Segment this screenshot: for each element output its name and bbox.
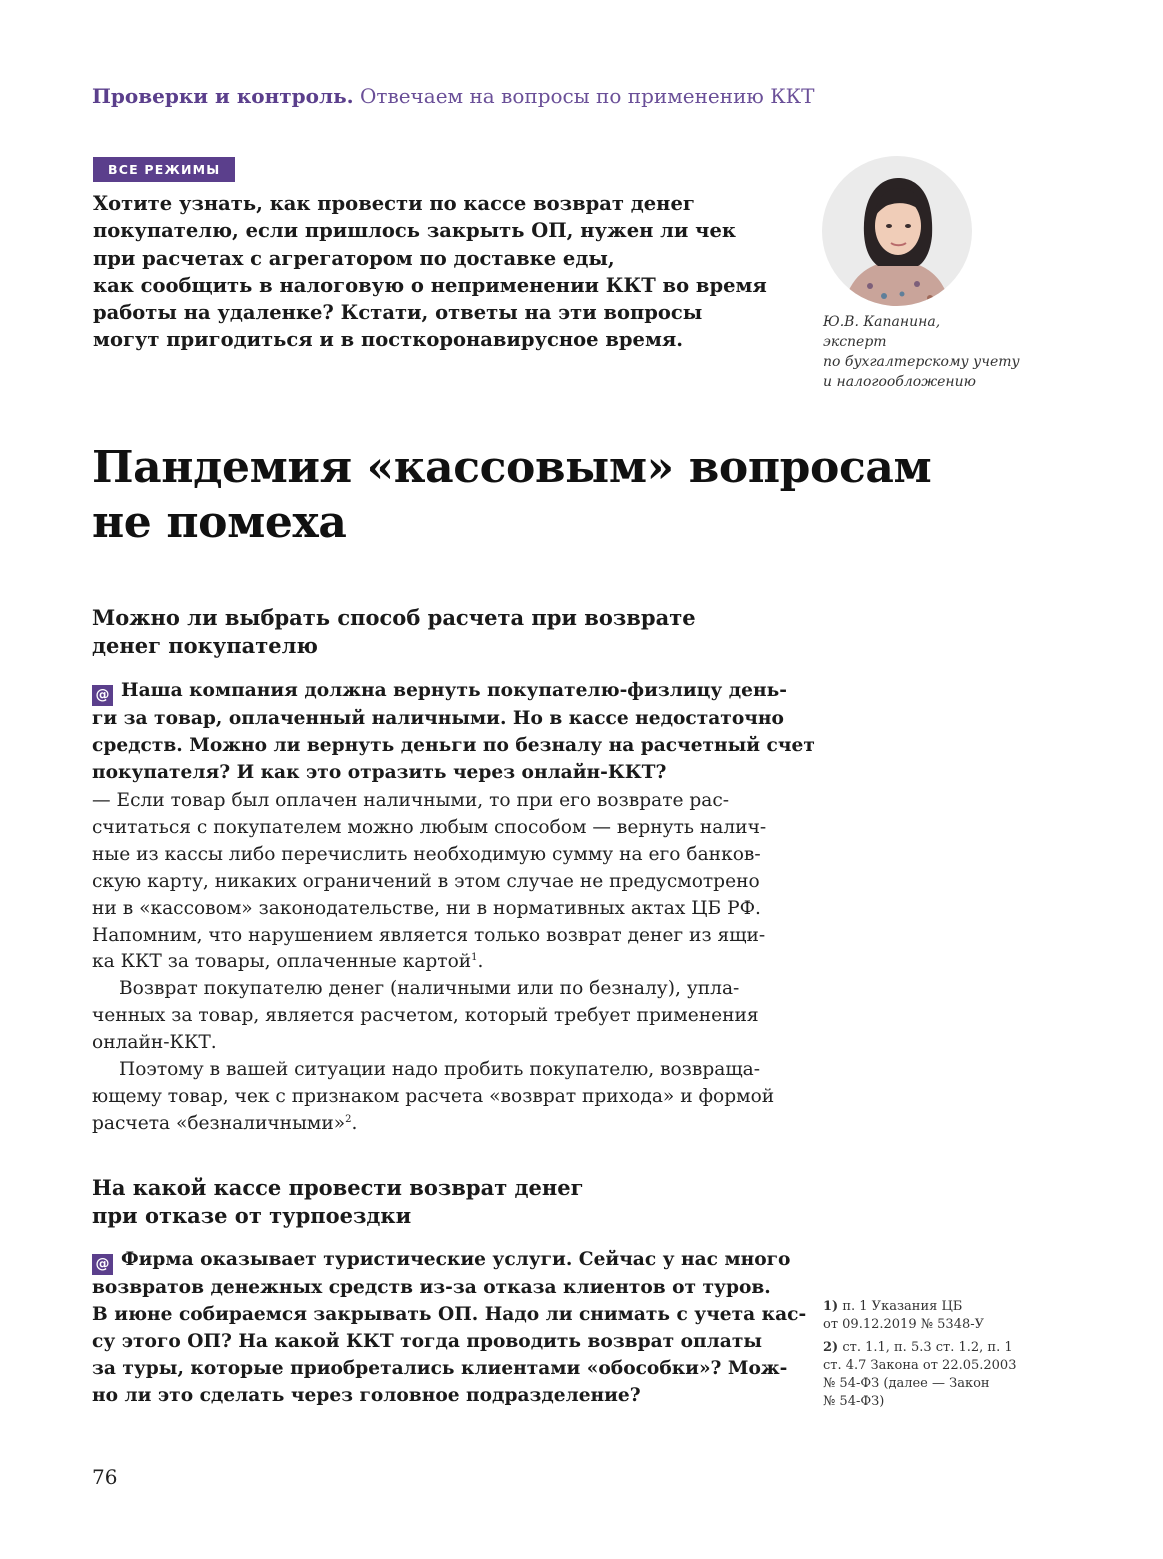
footnote-line: [823, 1298, 1083, 1316]
at-icon: @: [92, 1254, 113, 1275]
footnote-ref: 2: [345, 1113, 352, 1125]
footnote-line: от 09.12.2019 № 5348-У: [823, 1317, 985, 1332]
page-number: 76: [92, 1465, 118, 1489]
footnote-text: ст. 1.1, п. 5.3 ст. 1.2, п. 1: [842, 1340, 1013, 1355]
lead-line: как сообщить в налоговую о неприменении ККТ во время: [93, 273, 767, 297]
section-heading: [92, 604, 792, 659]
section-heading-line: Можно ли выбрать способ расчета при возврате: [92, 605, 696, 630]
footnote-line: [823, 1339, 1083, 1357]
question-line: за туры, которые приобретались клиентами «обособки»? Мож-: [92, 1357, 788, 1379]
question-line: ги за товар, оплаченный наличными. Но в кассе недостаточно: [92, 708, 784, 729]
article-title-line: не помеха: [92, 497, 347, 548]
footnote-line: № 54-ФЗ (далее — Закон: [823, 1376, 990, 1391]
answer-line: [92, 949, 782, 976]
question-line: В июне собираемся закрывать ОП. Надо ли снимать с учета кас-: [92, 1303, 807, 1325]
answer-text: расчета «безналичными»: [92, 1112, 346, 1134]
section-heading-line: при отказе от турпоездки: [92, 1202, 412, 1228]
lead-paragraph: [93, 190, 793, 354]
lead-line: работы на удаленке? Кстати, ответы на эти вопросы: [93, 301, 703, 325]
footnote-number: 1): [823, 1299, 839, 1314]
end-punct: .: [477, 951, 484, 973]
answer-line: Напомним, что нарушением является только возврат денег из ящи-: [92, 924, 766, 946]
question-line: но ли это сделать через головное подразделение?: [92, 1384, 641, 1406]
footnote-number: 2): [823, 1340, 839, 1355]
answer-line: Поэтому в вашей ситуации надо пробить покупателю, возвраща-: [119, 1059, 760, 1081]
question-line: су этого ОП? На какой ККТ тогда проводить возврат оплаты: [92, 1330, 762, 1352]
footnote-ref: 1: [471, 952, 478, 964]
lead-line: Хотите узнать, как провести по кассе возврат денег: [93, 192, 695, 215]
article-title: [92, 440, 1092, 550]
footnote-line: ст. 4.7 Закона от 22.05.2003: [823, 1358, 1017, 1373]
answer-line: Возврат покупателю денег (наличными или по безналу), упла-: [119, 978, 740, 1000]
at-icon: @: [92, 685, 113, 706]
question-line: возвратов денежных средств из-за отказа клиентов от туров.: [92, 1277, 771, 1298]
lead-line: при расчетах с агрегатором по доставке еды,: [93, 246, 615, 270]
footnote-line: № 54-ФЗ): [823, 1394, 885, 1409]
answer-line: ни в «кассовом» законодательстве, ни в нормативных актах ЦБ РФ.: [92, 897, 761, 919]
answer-line: ченных за товар, является расчетом, который требует применения: [92, 1005, 759, 1027]
author-role: по бухгалтерскому учету: [823, 354, 1020, 370]
answer-line: [92, 1111, 782, 1138]
author-name: Ю.В. Капанина,: [823, 314, 941, 330]
footnote-text: п. 1 Указания ЦБ: [842, 1299, 963, 1314]
article-title-line: Пандемия «кассовым» вопросам: [92, 442, 932, 493]
answer-line: ные из кассы либо перечислить необходимую сумму на его банков-: [92, 843, 761, 865]
section-heading-line: денег покупателю: [92, 632, 318, 658]
regime-badge: ВСЕ РЕЖИМЫ: [93, 157, 235, 182]
footnotes: [823, 1298, 1083, 1411]
question-text: Фирма оказывает туристические услуги. Сейчас у нас много: [121, 1249, 791, 1270]
section-heading-line: На какой кассе провести возврат денег: [92, 1175, 584, 1200]
answer-line: скую карту, никаких ограничений в этом случае не предусмотрено: [92, 870, 760, 892]
section-heading: [92, 1174, 792, 1229]
question-line: [92, 678, 787, 706]
author-photo: [822, 156, 972, 306]
end-punct: .: [351, 1112, 358, 1134]
author-role: эксперт: [823, 334, 887, 350]
question-line: покупателя? И как это отразить через онлайн-ККТ?: [92, 761, 667, 783]
question-line: [92, 1247, 791, 1275]
question-text: Наша компания должна вернуть покупателю-физлицу день-: [121, 680, 787, 701]
lead-line: могут пригодиться и в посткоронавирусное время.: [93, 328, 684, 352]
answer-text: ка ККТ за товары, оплаченные картой: [92, 951, 472, 973]
answer-block: [92, 788, 782, 1138]
question-block: [92, 1247, 807, 1410]
answer-line: — Если товар был оплачен наличными, то при его возврате рас-: [92, 790, 730, 811]
running-header-section: Проверки и контроль.: [92, 84, 354, 108]
running-header-topic: Отвечаем на вопросы по применению ККТ: [360, 84, 815, 108]
question-line: средств. Можно ли вернуть деньги по безналу на расчетный счет: [92, 734, 815, 756]
author-caption: [823, 312, 1020, 392]
question-block: [92, 678, 815, 787]
answer-line: ющему товар, чек с признаком расчета «возврат прихода» и формой: [92, 1085, 775, 1107]
author-role: и налогообложению: [823, 374, 976, 390]
answer-line: онлайн-ККТ.: [92, 1032, 217, 1054]
answer-line: считаться с покупателем можно любым способом — вернуть налич-: [92, 816, 767, 838]
running-header: [92, 82, 815, 110]
lead-line: покупателю, если пришлось закрыть ОП, нужен ли чек: [93, 219, 736, 243]
